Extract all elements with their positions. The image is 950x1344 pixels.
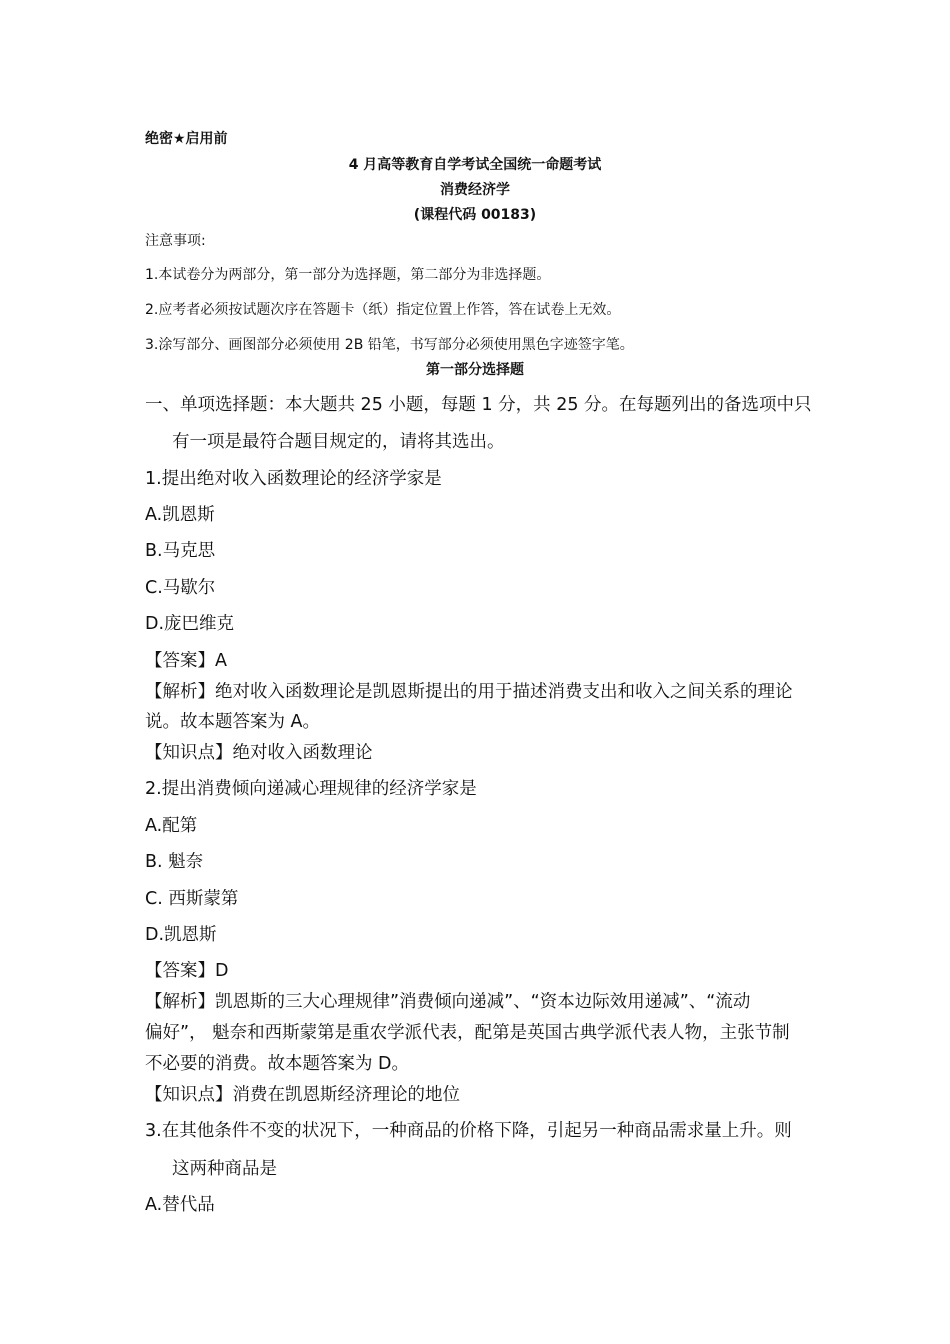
option: A.替代品: [145, 1195, 215, 1215]
question-stem: 2.提出消费倾向递减心理规律的经济学家是: [145, 779, 477, 799]
subject-title: 消费经济学: [440, 182, 510, 198]
note-item: 1.本试卷分为两部分，第一部分为选择题，第二部分为非选择题。: [145, 267, 551, 283]
knowledge-point: 【知识点】消费在凯恩斯经济理论的地位: [145, 1085, 460, 1105]
answer: 【答案】A: [145, 651, 227, 671]
knowledge-point: 【知识点】绝对收入函数理论: [145, 743, 373, 763]
analysis: 不必要的消费。故本题答案为 D。: [145, 1054, 410, 1074]
secret-label: 绝密★启用前: [145, 131, 228, 147]
analysis: 【解析】绝对收入函数理论是凯恩斯提出的用于描述消费支出和收入之间关系的理论: [145, 682, 793, 702]
note-item: 3.涂写部分、画图部分必须使用 2B 铅笔，书写部分必须使用黑色字迹签字笔。: [145, 337, 634, 353]
section-instructions: 一、单项选择题：本大题共 25 小题，每题 1 分，共 25 分。在每题列出的备选项中只: [145, 395, 812, 415]
analysis: 【解析】凯恩斯的三大心理规律”消费倾向递减”、“资本边际效用递减”、“流动: [145, 992, 751, 1012]
notes-heading: 注意事项:: [145, 233, 206, 249]
question-stem: 1.提出绝对收入函数理论的经济学家是: [145, 469, 442, 489]
section-instructions: 有一项是最符合题目规定的，请将其选出。: [172, 432, 505, 452]
option: C. 西斯蒙第: [145, 889, 239, 909]
exam-title: 4 月高等教育自学考试全国统一命题考试: [348, 157, 602, 173]
option: D.庞巴维克: [145, 614, 235, 634]
course-code: (课程代码 00183): [413, 207, 537, 223]
question-stem: 3.在其他条件不变的状况下，一种商品的价格下降，引起另一种商品需求量上升。则: [145, 1121, 792, 1141]
option: B.马克思: [145, 541, 216, 561]
option: B. 魁奈: [145, 852, 204, 872]
answer: 【答案】D: [145, 961, 229, 981]
option: D.凯恩斯: [145, 925, 217, 945]
option: A.凯恩斯: [145, 505, 215, 525]
note-item: 2.应考者必须按试题次序在答题卡（纸）指定位置上作答，答在试卷上无效。: [145, 302, 621, 318]
part-heading: 第一部分选择题: [426, 362, 524, 378]
question-stem: 这两种商品是: [172, 1159, 277, 1179]
analysis: 偏好”， 魁奈和西斯蒙第是重农学派代表，配第是英国古典学派代表人物，主张节制: [145, 1023, 790, 1043]
option: A.配第: [145, 816, 198, 836]
analysis: 说。故本题答案为 A。: [145, 712, 321, 732]
option: C.马歇尔: [145, 578, 216, 598]
